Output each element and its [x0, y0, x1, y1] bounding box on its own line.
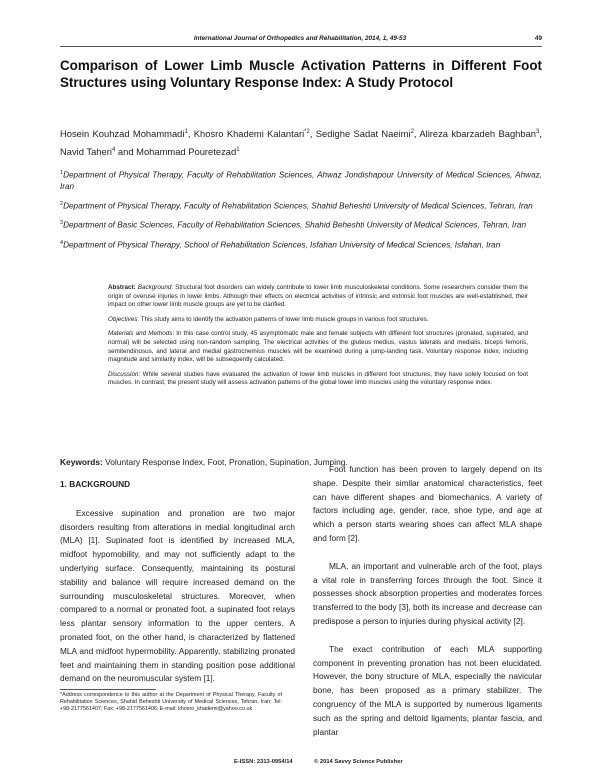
affiliation-list — [60, 168, 542, 258]
footnote-rule — [60, 689, 156, 690]
abstract — [108, 284, 528, 394]
article-title: Comparison of Lower Limb Muscle Activation Patterns in Different Foot Structures using Voluntary Response Index: A Study Protocol — [60, 58, 542, 90]
abstract-objectives: Objectives: This study aims to identify the activation patterns of lower limb muscle groups in various foot structures. — [108, 315, 429, 323]
author: Khosro Khademi Kalantari$^{*2}$, — [193, 128, 316, 140]
affiliation: $^3$Department of Basic Sciences, Faculty of Rehabilitation Sciences, Shahid Beheshti University of Medical Sciences, Tehran, Iran — [60, 220, 527, 231]
keywords: Keywords: Voluntary Response Index, Foot, Pronation, Supination, Jumping. — [60, 457, 348, 467]
body-paragraph: Excessive supination and pronation are two major disorders resulting from alterations in medial longitudinal arch (MLA) [1]. Supinated foot is identified by increased MLA, midfoot hypomobility, and may not sufficiently adapt to the underlying surface. Consequently, maintaining its postural stability and balance will require increased demand on the surrounding musculoskeletal structures. Moreover, when compared to a normal or pronated foot, a supinated foot relays less plantar sensory information to the upper centers. A pronated foot, on the other hand, is characterized by flattened MLA and midfoot hypermobility. Apparently, stabilizing pronated feet and maintaining them in standing position pose additional demand on the neuromuscular system [1]. — [60, 507, 295, 684]
running-head: International Journal of Orthopedics and Rehabilitation, 2014, 1, 49-53 — [193, 35, 407, 42]
page-number: 49 — [534, 35, 542, 42]
body-column-left — [60, 478, 295, 698]
author: Mohammad Pouretezad$^1$ — [136, 146, 240, 158]
affiliation: $^1$Department of Physical Therapy, Faculty of Rehabilitation Sciences, Ahwaz Jondishapour University of Medical Sciences, Ahwaz, Iran — [60, 170, 542, 191]
header-rule — [60, 46, 542, 47]
body-paragraph: MLA, an important and vulnerable arch of the foot, plays a vital role in transferring forces through the foot. Since it possesses shock absorption properties and moderates forces transferred to the body [3], both its increase and decrease can predispose a person to injuries during physical activity [2]. — [313, 560, 542, 626]
body-paragraph: The exact contribution of each MLA supporting component in preventing pronation has not been elucidated. However, the bony structure of MLA, especially the navicular bone, has been proposed as a primary stabilizer. The congruency of the MLA is supported by numerous ligaments such as the spring and deltoid ligaments, plantar fascia, and plantar — [313, 643, 542, 737]
footer-issn: E-ISSN: 2313-0954/14 — [234, 759, 293, 765]
footer-publisher: © 2014 Savvy Science Publisher — [314, 759, 403, 765]
affiliation: $^4$Department of Physical Therapy, School of Rehabilitation Sciences, Isfahan University of Medical Sciences, Isfahan, Iran — [60, 240, 501, 250]
author: Sedighe Sadat Naeimi$^2$, — [315, 128, 420, 140]
section-heading: 1. BACKGROUND — [60, 479, 131, 489]
abstract-methods: Materials and Methods: In this case control study, 45 asymptomatic male and female subjects with different foot structures (pronated, supinated, and normal) will be selected using non-random sampling. The electrical activities of the gluteus medius, vastus lateralis and medialis, biceps femoris, semitendinosus, and lateral and medial gastrocnemius muscles will be examined during a jump-landing task. Voluntary response index, including magnitude and similarity index, will be subsequently calculated. — [108, 330, 529, 364]
abstract-background: Abstract: Background: Structural foot disorders can widely contribute to lower limb musculoskeletal conditions. Some researchers consider them the origin of overuse injuries in lower limbs. Although their effects on electrical activities of intrinsic and extrinsic foot muscles are well-established, their impact on other lower limb muscle groups are yet to be clarified. — [108, 284, 529, 309]
author: Navid Taheri$^4$ and — [60, 146, 137, 158]
affiliation: $^2$Department of Physical Therapy, Faculty of Rehabilitation Sciences, Shahid Beheshti University of Medical Sciences, Tehran, Iran — [60, 200, 533, 211]
author: Alireza kbarzadeh Baghban$^3$, — [419, 128, 542, 140]
body-paragraph: Foot function has been proven to largely depend on its shape. Despite their similar anatomical characteristics, feet can have different shapes and biomechanics. A variety of factors including age, gender, race, shoe type, and age at which a person starts wearing shoes can affect MLA shape and form [2]. — [313, 464, 542, 543]
correspondence-footnote: *Address correspondence to this author at the Department of Physical Therapy, Faculty of Rehabilitation Sciences, Shahid Beheshti University of Medical Sciences, Tehran, Iran; Tel: +98-2177561407; Fax: +98-2177561406; E-mail: khosro_khademi@yahoo.co.uk — [60, 692, 282, 713]
author-list — [60, 124, 542, 160]
abstract-discussion: Discussion: While several studies have evaluated the activation of lower limb muscles in different foot structures, they have solely focused on foot muscles. In contrast, the present study will assess activation patterns of the global lower limb muscles using the voluntary response index. — [108, 370, 528, 387]
body-column-right — [313, 463, 542, 753]
author: Hosein Kouhzad Mohammadi$^1$, — [60, 128, 194, 140]
